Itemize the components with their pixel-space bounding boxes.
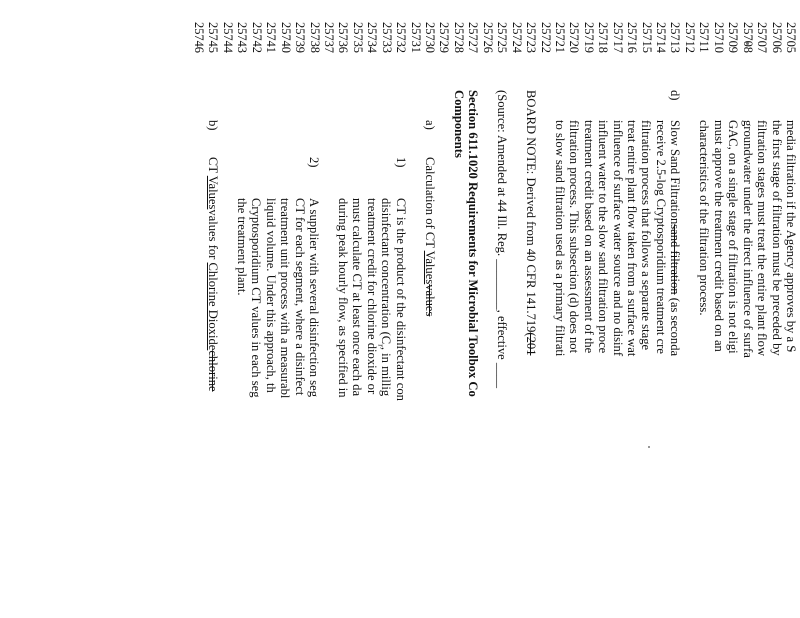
section-heading-cont: Components <box>451 90 466 158</box>
para-d-line-2: receive 2.5-log Cryptosporidium treatment cre <box>653 120 668 354</box>
item-1-line-2: disinfectant concentration ($C_r$, in millig <box>376 198 394 397</box>
line-number: 25705 <box>784 22 798 53</box>
para-c-line-3: filtration stages must treat the entire plant flow <box>755 120 770 357</box>
line-number: 25713 <box>668 22 683 53</box>
line-number: 25745 <box>206 22 221 53</box>
line-number: 25717 <box>610 22 625 53</box>
para-c-line-5: GAC, on a single stage of filtration is not eligi <box>726 120 741 354</box>
line-number: 25731 <box>408 22 423 53</box>
line-number: 25708 <box>740 22 755 53</box>
line-number: 25719 <box>581 22 596 53</box>
line-number: 25736 <box>336 22 351 53</box>
line-number: 25723 <box>524 22 539 53</box>
para-d-line-4: treat entire plant flow taken from a surface wat <box>625 120 640 357</box>
line-number: 25733 <box>379 22 394 53</box>
line-number: 25726 <box>480 22 495 53</box>
line-number: 25711 <box>697 22 712 53</box>
line-number: 25735 <box>350 22 365 53</box>
item-2-line-3: treatment unit process with a measurabl <box>278 198 293 399</box>
item-2-marker: 2) <box>307 157 322 168</box>
line-number: 25712 <box>682 22 697 53</box>
para-c-line-7: characteristics of the filtration process. <box>697 120 712 316</box>
line-number: 25746 <box>192 22 207 53</box>
para-d-line-9: to slow sand filtration used as a primary filtrati <box>552 120 567 357</box>
line-number: 25744 <box>220 22 235 53</box>
line-number: 25740 <box>278 22 293 53</box>
line-number: 25732 <box>394 22 409 53</box>
para-d-line-7: treatment credit based on an assessment of the <box>581 120 596 354</box>
subsection-b-heading: CT Valuesvalues for Chlorine Dioxidechlorine <box>206 157 220 392</box>
line-number: 25724 <box>509 22 524 53</box>
section-heading: Section 611.1020 Requirements for Microbial Toolbox Co <box>466 90 481 397</box>
line-number: 25728 <box>451 22 466 53</box>
para-d-line-1: Slow Sand Filtrationsand filtration (as seconda <box>668 120 683 357</box>
line-number: 25734 <box>365 22 380 53</box>
line-number: 25741 <box>264 22 279 53</box>
line-number: 25743 <box>235 22 250 53</box>
line-number: 25716 <box>625 22 640 53</box>
item-1-marker: 1) <box>393 157 408 168</box>
para-c-line-2: the first stage of filtration must be preceded by <box>769 120 784 356</box>
line-number: 25707 <box>755 22 770 53</box>
line-number: 25742 <box>249 22 264 53</box>
para-d-line-6: influent water to the slow sand filtration proce <box>596 120 611 354</box>
subsection-a-marker: a) <box>422 120 437 130</box>
line-number: 25715 <box>639 22 654 53</box>
para-d-line-8: filtration process. This subsection (d) does not <box>567 120 582 354</box>
line-number: 25730 <box>423 22 438 53</box>
para-d-marker: d) <box>668 90 683 101</box>
line-number: 25709 <box>726 22 741 53</box>
item-2-line-1: A supplier with several disinfection seg <box>307 198 322 398</box>
para-c-line-6: must approve the treatment credit based on an <box>711 120 726 352</box>
line-number: 25718 <box>596 22 611 53</box>
line-number: 25729 <box>437 22 452 53</box>
item-2-line-5: Cryptosporidium CT values in each seg <box>249 198 264 398</box>
line-number: 25714 <box>654 22 669 53</box>
para-c-line-1: media filtration if the Agency approves by a S <box>784 120 798 353</box>
subsection-a-heading: Calculation of CT Valuesvalues <box>422 157 437 317</box>
para-d-line-5: influence of surface water source and no disinf <box>610 120 625 357</box>
line-number: 25727 <box>466 22 481 53</box>
board-note: BOARD NOTE: Derived from 40 CFR 141.719(201 <box>523 90 538 356</box>
line-number: 25721 <box>553 22 567 53</box>
line-number: 25738 <box>307 22 322 53</box>
subsection-b-marker: b) <box>206 120 220 131</box>
line-number: 25725 <box>495 22 510 53</box>
line-number: 25720 <box>567 22 582 53</box>
line-number: 25710 <box>711 22 726 53</box>
item-2-line-4: liquid volume. Under this approach, th <box>263 198 278 393</box>
line-number: 25737 <box>322 22 336 53</box>
item-2-line-2: CT for each segment, where a disinfect <box>292 198 307 396</box>
item-1-line-3: treatment credit for chlorine dioxide or <box>364 198 379 395</box>
line-number: 25739 <box>293 22 308 53</box>
line-number: 25722 <box>538 22 553 53</box>
item-1-line-5: during peak hourly flow, as specified in <box>336 198 351 398</box>
item-2-line-6: the treatment plant. <box>234 198 249 296</box>
line-number: 25706 <box>769 22 784 53</box>
source-note: (Source: Amended at 44 Ill. Reg. ________, effective ____ <box>495 90 509 389</box>
para-c-line-4: groundwater under the direct influence of surfa <box>740 120 755 358</box>
para-d-line-3: filtration process that follows a separate stage <box>639 120 654 351</box>
line-number-column <box>192 22 798 72</box>
item-1-line-4: must calculate CT at least once each da <box>350 198 365 397</box>
item-1-line-1: CT is the product of the disinfectant con <box>393 198 408 401</box>
